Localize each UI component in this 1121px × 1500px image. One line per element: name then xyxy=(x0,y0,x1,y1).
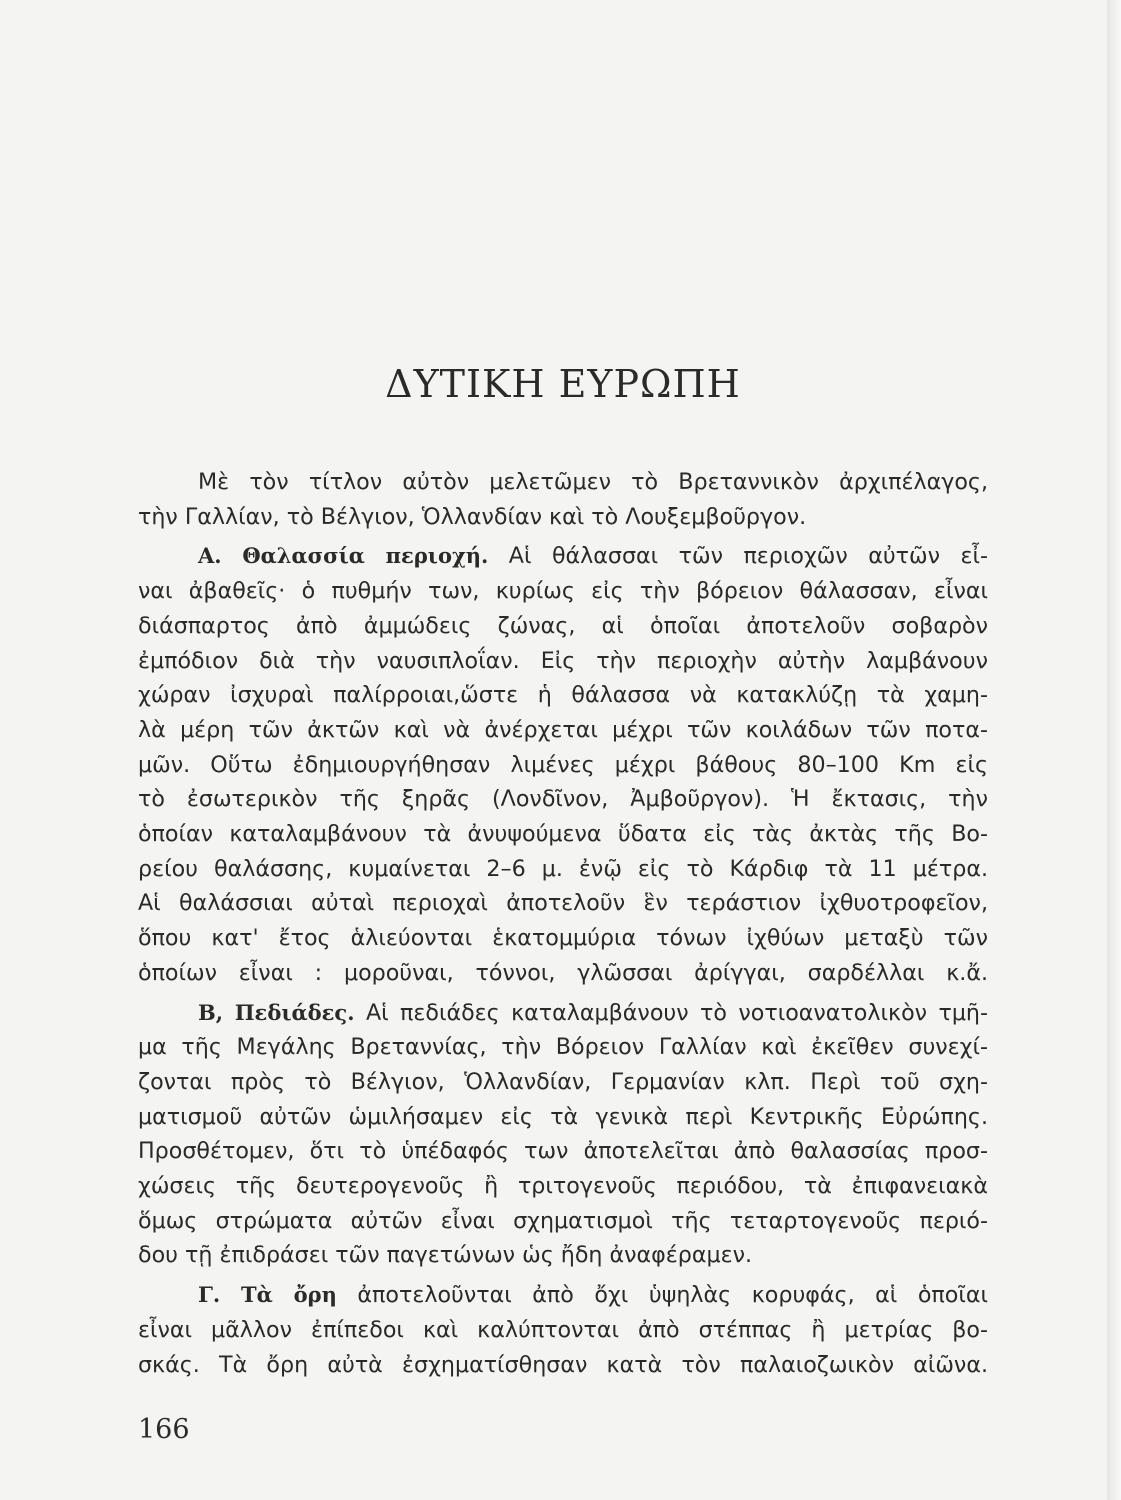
text-line: Προσθέτομεν, ὅτι τὸ ὑπέδαφός των ἀποτελεῖται ἀπὸ θαλασσίας προσ- xyxy=(138,1138,988,1165)
text-line: σκάς. Τὰ ὄρη αὐτὰ ἐσχηματίσθησαν κατὰ τὸν παλαιοζωικὸν αἰῶνα. xyxy=(138,1351,988,1378)
intro-paragraph xyxy=(138,465,988,534)
text-line: διάσπαρτος ἀπὸ ἀμμώδεις ζώνας, αἱ ὁποῖαι ἀποτελοῦν σοβαρὸν xyxy=(138,612,988,639)
text-line: μῶν. Οὕτω ἐδημιουργήθησαν λιμένες μέχρι βάθους 80–100 Km εἰς xyxy=(138,751,988,778)
text-line: ματισμοῦ αὐτῶν ὡμιλήσαμεν εἰς τὰ γενικὰ περὶ Κεντρικῆς Εὐρώπης. xyxy=(138,1103,988,1130)
section-plains xyxy=(138,996,988,1274)
section-heading: Α. Θαλασσία περιοχή. xyxy=(198,543,489,569)
text-line: Γ. Τὰ ὄρη ἀποτελοῦνται ἀπὸ ὄχι ὑψηλὰς κορυφάς, αἱ ὁποῖαι xyxy=(198,1282,989,1309)
section-sea-region xyxy=(138,539,988,990)
text-line: ζονται πρὸς τὸ Βέλγιον, Ὁλλανδίαν, Γερμανίαν κλπ. Περὶ τοῦ σχη- xyxy=(138,1068,988,1095)
text-line: ὅπου κατ' ἔτος ἁλιεύονται ἑκατομμύρια τόνων ἰχθύων μεταξὺ τῶν xyxy=(138,925,988,952)
page-number: 166 xyxy=(138,1414,190,1445)
text-line: ὁποίων εἶναι : μοροῦναι, τόννοι, γλῶσσαι ἀρίγγαι, σαρδέλλαι κ.ἄ. xyxy=(138,959,988,986)
text-line: ναι ἀβαθεῖς· ὁ πυθμήν των, κυρίως εἰς τὴν βόρειον θάλασσαν, εἶναι xyxy=(138,578,988,605)
section-mountains xyxy=(138,1278,988,1382)
page-edge xyxy=(1107,0,1121,1500)
section-heading: Γ. Τὰ ὄρη xyxy=(198,1282,337,1308)
text-line: Μὲ τὸν τίτλον αὐτὸν μελετῶμεν τὸ Βρεταννικὸν ἀρχιπέλαγος, xyxy=(198,469,988,495)
text-line: ὁποίαν καταλαμβάνουν τὰ ἀνυψούμενα ὕδατα εἰς τὰς ἀκτὰς τῆς Βο- xyxy=(138,821,988,848)
body-text xyxy=(138,465,988,1382)
text-line: ὅμως στρώματα αὐτῶν εἶναι σχηματισμοὶ τῆς τεταρτογενοῦς περιό- xyxy=(138,1207,988,1234)
text-line: δου τῇ ἐπιδράσει τῶν παγετώνων ὡς ἤδη ἀναφέραμεν. xyxy=(138,1242,753,1269)
text-line: χώραν ἰσχυραὶ παλίρροιαι,ὥστε ἡ θάλασσα νὰ κατακλύζῃ τὰ χαμη- xyxy=(138,682,988,709)
text-line: χώσεις τῆς δευτερογενοῦς ἢ τριτογενοῦς περιόδου, τὰ ἐπιφανειακὰ xyxy=(138,1173,988,1200)
section-heading: Β, Πεδιάδες. xyxy=(198,999,355,1025)
text-line: Αἱ θαλάσσιαι αὐταὶ περιοχαὶ ἀποτελοῦν ἓν τεράστιον ἰχθυοτροφεῖον, xyxy=(138,890,988,917)
text-line: Β, Πεδιάδες. Αἱ πεδιάδες καταλαμβάνουν τὸ νοτιοανατολικὸν τμῆ- xyxy=(198,999,989,1026)
text-line: τὴν Γαλλίαν, τὸ Βέλγιον, Ὁλλανδίαν καὶ τὸ Λουξεμβοῦργον. xyxy=(138,503,807,530)
text-line: μα τῆς Μεγάλης Βρεταννίας, τὴν Βόρειον Γαλλίαν καὶ ἐκεῖθεν συνεχί- xyxy=(138,1034,988,1061)
page-title: ΔΥΤΙΚΗ ΕΥΡΩΠΗ xyxy=(385,362,741,406)
text-line: λὰ μέρη τῶν ἀκτῶν καὶ νὰ ἀνέρχεται μέχρι τῶν κοιλάδων τῶν ποτα- xyxy=(138,716,988,743)
text-line: ἐμπόδιον διὰ τὴν ναυσιπλοΐαν. Εἰς τὴν περιοχὴν αὐτὴν λαμβάνουν xyxy=(138,647,988,674)
text-line: τὸ ἐσωτερικὸν τῆς ξηρᾶς (Λονδῖνον, Ἀμβοῦργον). Ἡ ἔκτασις, τὴν xyxy=(138,786,988,813)
text-line: Α. Θαλασσία περιοχή. Αἱ θάλασσαι τῶν περιοχῶν αὐτῶν εἶ- xyxy=(198,543,988,570)
text-line: ρείου θαλάσσης, κυμαίνεται 2–6 μ. ἐνῷ εἰς τὸ Κάρδιφ τὰ 11 μέτρα. xyxy=(138,855,988,882)
text-line: εἶναι μᾶλλον ἐπίπεδοι καὶ καλύπτονται ἀπὸ στέππας ἢ μετρίας βο- xyxy=(138,1316,988,1343)
